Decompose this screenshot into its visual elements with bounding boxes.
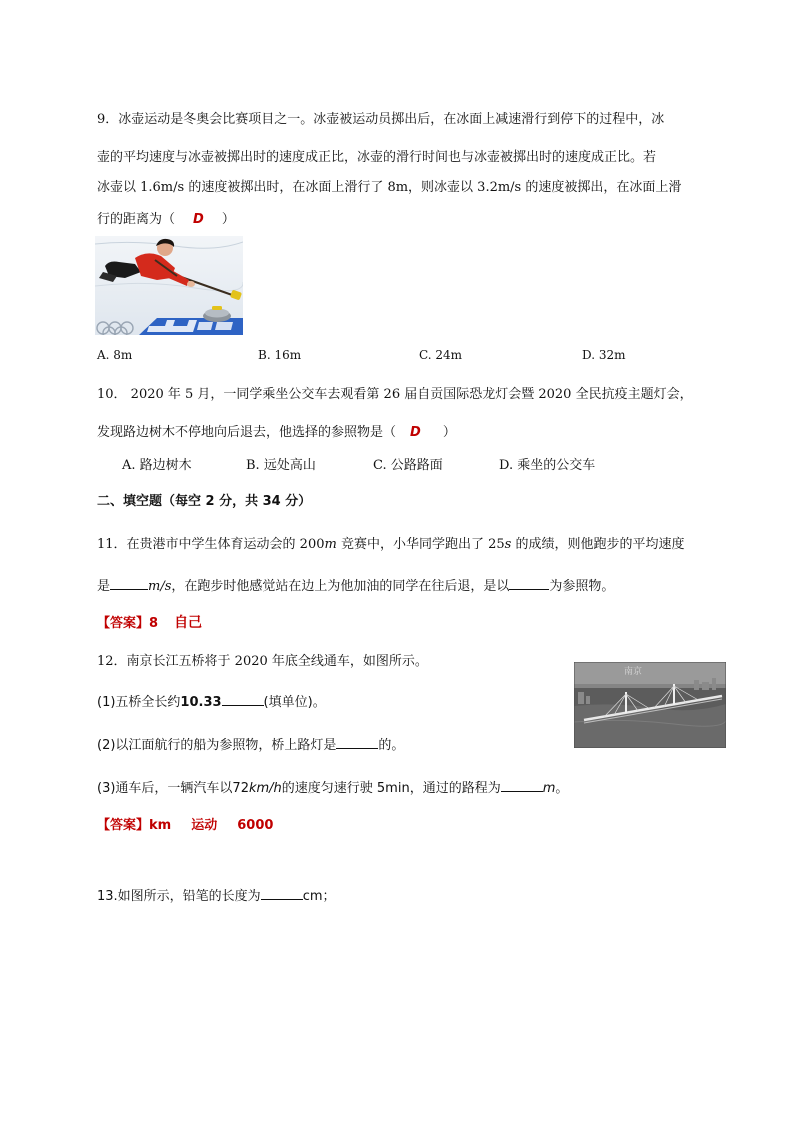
bridge-illustration: [574, 662, 726, 748]
q12-blank-1[interactable]: [222, 693, 264, 706]
q12-answer-1: km: [149, 818, 172, 833]
q13-line-1: [97, 885, 336, 904]
q13-text: 13.如图所示，铅笔的长度为: [97, 889, 261, 904]
q12-p3-text-2: 的速度匀速行驶 5min，通过的路程为: [281, 781, 501, 796]
q9-option-d: D. 32m: [582, 348, 626, 362]
q10-option-b: B. 远处高山: [246, 458, 316, 473]
q9-line-4: [97, 208, 235, 227]
q12-p3-text: (3)通车后，一辆汽车以: [97, 781, 233, 796]
q11-unit-m: m: [324, 537, 337, 552]
q12-p1-number: 10.33: [180, 695, 222, 710]
q9-line-4-text: 行的距离为（: [97, 212, 176, 227]
q12-part-1: [97, 691, 326, 710]
q12-p3-number: 72: [232, 781, 249, 796]
curling-photo: [95, 236, 243, 335]
q11-text-a: 11．在贵港市中学生体育运动会的 200: [97, 537, 325, 552]
q11-text-c: 的成绩，则他跑步的平均速度: [511, 537, 685, 552]
q12-line-1: 12．南京长江五桥将于 2020 年底全线通车，如图所示。: [97, 654, 428, 669]
q11-line-2: [97, 575, 614, 594]
q12-p3-unit: km/h: [248, 781, 282, 796]
q12-part-3: [97, 777, 568, 796]
q11-blank-2[interactable]: [509, 577, 549, 590]
section-heading: 二、填空题（每空 2 分，共 34 分）: [97, 494, 312, 509]
q10-line-2: [97, 421, 456, 440]
q12-answer: [97, 814, 273, 833]
q10-option-d: D. 乘坐的公交车: [499, 458, 596, 473]
q12-part-2: [97, 734, 404, 753]
q11-answer-1: 8: [149, 616, 159, 631]
q12-p1-text-2: (填单位)。: [263, 695, 326, 710]
q9-line-1: 9．冰壶运动是冬奥会比赛项目之一。冰壶被运动员掷出后，在冰面上减速滑行到停下的过程中，冰: [97, 112, 665, 127]
q12-p3-unit-m: m: [542, 781, 556, 796]
q12-answer-2: 运动: [191, 818, 218, 833]
q12-blank-2[interactable]: [336, 736, 378, 749]
curling-illustration: [95, 236, 243, 335]
q9-line-2: 壶的平均速度与冰壶被掷出时的速度成正比，冰壶的滑行时间也与冰壶被掷出时的速度成正比。若: [97, 150, 657, 165]
q11-text-f: 为参照物。: [549, 579, 615, 594]
q12-p2-text-2: 的。: [378, 738, 405, 753]
q10-line-1: 10． 2020 年 5 月，一同学乘坐公交车去观看第 26 届自贡国际恐龙灯会暨 2020 全民抗疫主题灯会，: [97, 387, 693, 402]
q12-answer-3: 6000: [237, 818, 274, 833]
q11-text-b: 竞赛中，小华同学跑出了 25: [336, 537, 505, 552]
q10-line-2-text: 发现路边树木不停地向后退去，他选择的参照物是（: [97, 425, 397, 440]
q11-answer-tag: 【答案】: [97, 616, 150, 631]
q11-text-e: ，在跑步时他感觉站在边上为他加油的同学在往后退，是以: [171, 579, 510, 594]
q12-p3-end: 。: [555, 781, 569, 796]
q12-p2-text: (2)以江面航行的船为参照物，桥上路灯是: [97, 738, 337, 753]
q9-line-4-close: ）: [221, 212, 235, 227]
q9-answer: D: [193, 212, 204, 227]
q11-text-d: 是: [97, 579, 111, 594]
q10-answer: D: [410, 425, 421, 440]
q10-line-2-close: ）: [442, 425, 456, 440]
q9-option-c: C. 24m: [419, 348, 463, 362]
q10-option-a: A. 路边树木: [122, 458, 192, 473]
photo-caption: 南京: [624, 667, 643, 677]
q11-answer-2: 自己: [174, 615, 203, 631]
q13-unit: cm；: [302, 889, 336, 904]
q9-line-3: 冰壶以 1.6m/s 的速度被掷出时，在冰面上滑行了 8m，则冰壶以 3.2m/s 的速度被掷出，在冰面上滑: [97, 180, 682, 195]
bridge-photo: [574, 662, 726, 748]
q11-blank-1[interactable]: [110, 577, 148, 590]
q9-option-a: A. 8m: [97, 348, 133, 362]
q11-unit-ms: m/s: [148, 579, 172, 594]
q11-unit-s: s: [504, 537, 512, 552]
q11-line-1: [97, 533, 684, 552]
q9-option-b: B. 16m: [258, 348, 302, 362]
q10-option-c: C. 公路路面: [373, 458, 443, 473]
q13-blank[interactable]: [261, 887, 303, 900]
q12-blank-3[interactable]: [501, 779, 543, 792]
q12-answer-tag: 【答案】: [97, 818, 150, 833]
q12-p1-text: (1)五桥全长约: [97, 695, 181, 710]
q11-answer: [97, 612, 202, 632]
